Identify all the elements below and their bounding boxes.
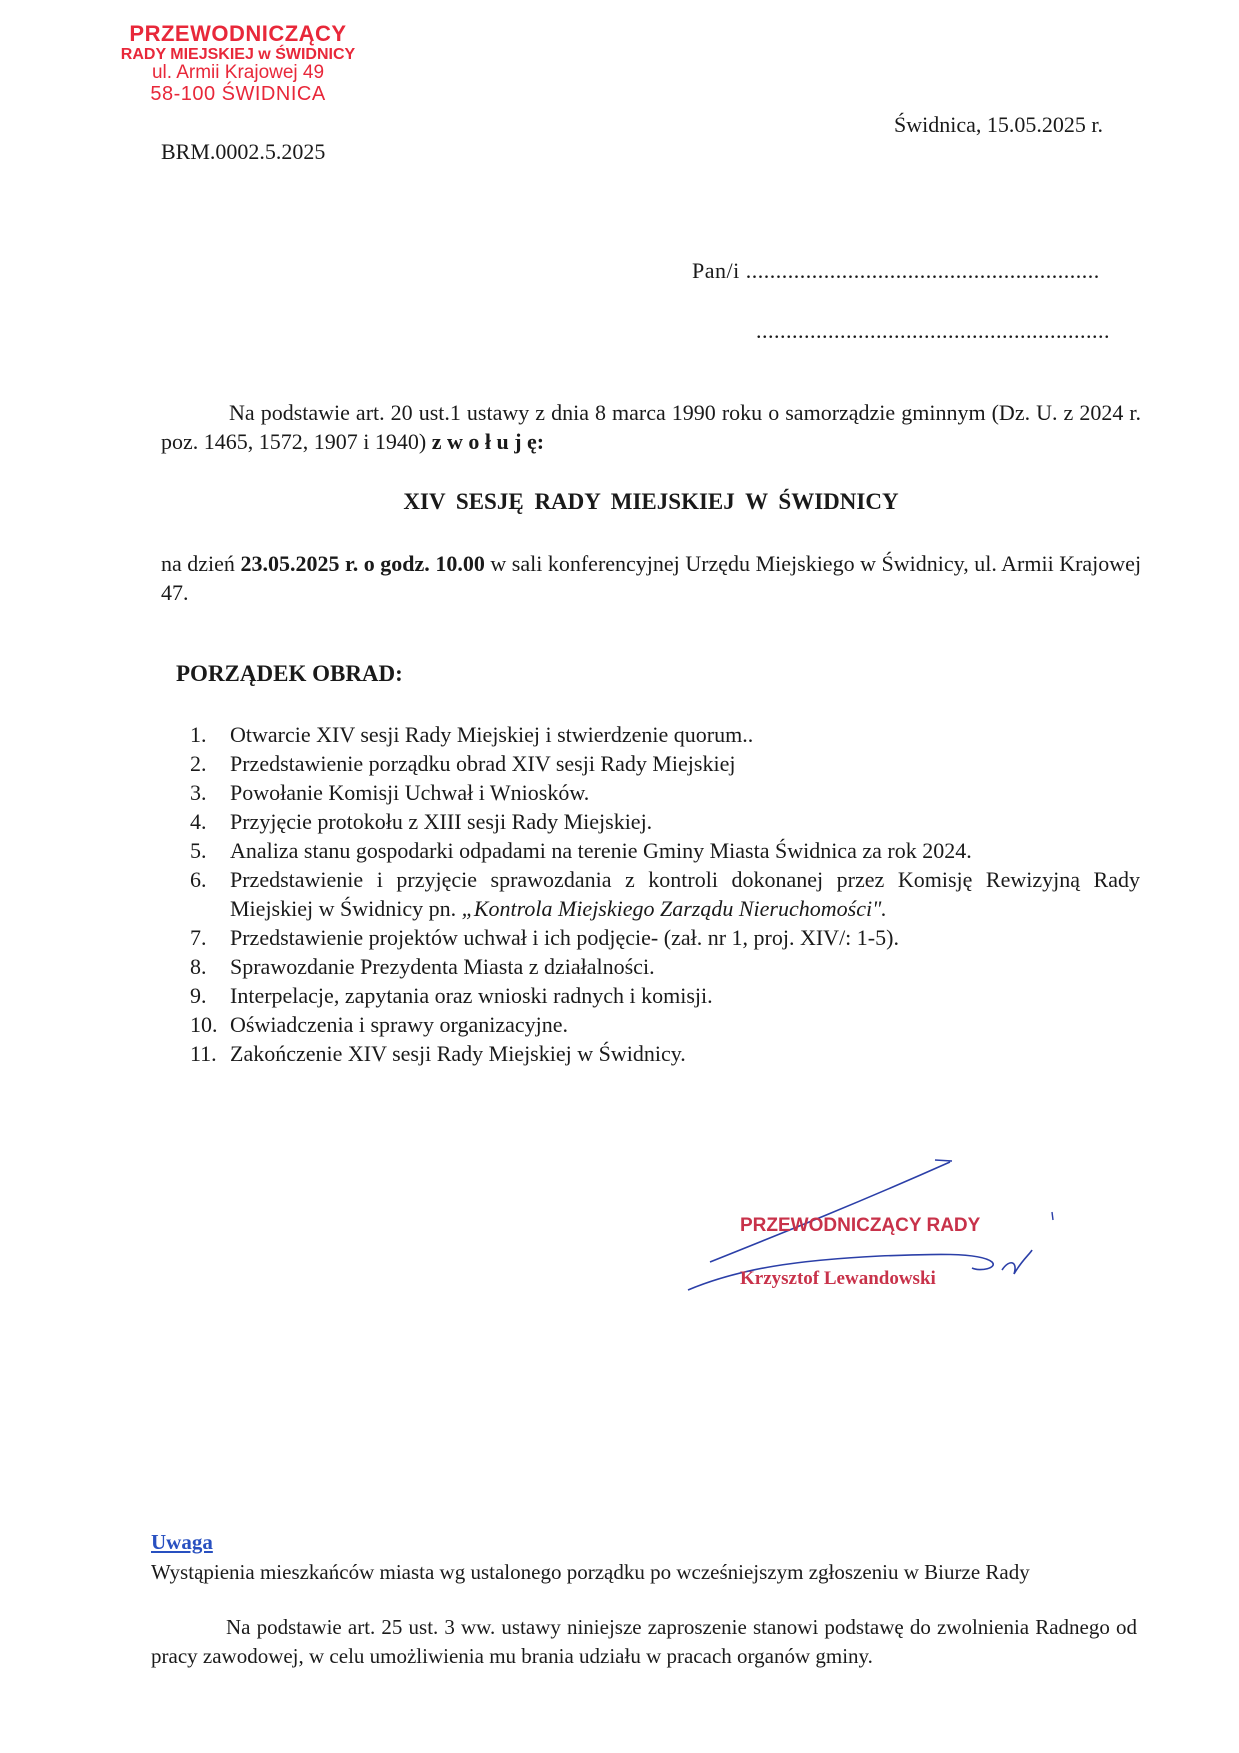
- place-and-date: Świdnica, 15.05.2025 r.: [894, 112, 1103, 137]
- agenda-item-text: Otwarcie XIV sesji Rady Miejskiej i stwierdzenie quorum..: [230, 722, 754, 747]
- agenda-item: [190, 1039, 1140, 1068]
- intro-paragraph: [161, 398, 1141, 456]
- signature-title: PRZEWODNICZĄCY RADY: [740, 1215, 981, 1236]
- stamp-line-2: RADY MIEJSKIEJ w ŚWIDNICY: [120, 45, 356, 63]
- agenda-item-text: Interpelacje, zapytania oraz wnioski radnych i komisji.: [230, 983, 713, 1008]
- signature-name: Krzysztof Lewandowski: [740, 1268, 936, 1289]
- closing-paragraph: Na podstawie art. 25 ust. 3 ww. ustawy niniejsze zaproszenie stanowi podstawę do zwolnienia Radnego od pracy zawodowej, w celu umożliwienia mu brania udziału w pracach organów gminy.: [151, 1615, 1137, 1668]
- agenda-item-number: 11.: [190, 1041, 217, 1066]
- agenda-item-number: 5.: [190, 838, 207, 863]
- agenda-item: [190, 865, 1140, 923]
- agenda-item-text: Przedstawienie porządku obrad XIV sesji Rady Miejskiej: [230, 751, 736, 776]
- agenda-item-number: 1.: [190, 722, 207, 747]
- note-text: Wystąpienia mieszkańców miasta wg ustalonego porządku po wcześniejszym zgłoszeniu w Biurze Rady: [151, 1560, 1030, 1584]
- session-title: XIV SESJĘ RADY MIEJSKIEJ W ŚWIDNICY: [403, 489, 899, 514]
- agenda-item-text: Przedstawienie i przyjęcie sprawozdania z kontroli dokonanej przez Komisję Rewizyjną Rady Miejskiej w Świdnicy pn.: [230, 867, 1140, 921]
- addressee-line-1: Pan/i ...........................................................: [692, 258, 1100, 283]
- agenda-item: [190, 720, 1140, 749]
- agenda-item: [190, 1010, 1140, 1039]
- agenda-item-text: Przedstawienie projektów uchwał i ich podjęcie- (zał. nr 1, proj. XIV/: 1-5).: [230, 925, 899, 950]
- stamp-line-3: ul. Armii Krajowej 49: [151, 62, 325, 84]
- note-heading: Uwaga: [151, 1530, 213, 1554]
- agenda-item-number: 4.: [190, 809, 207, 834]
- meeting-paragraph: [161, 549, 1141, 607]
- reference-number: BRM.0002.5.2025: [161, 139, 326, 164]
- intro-text: Na podstawie art. 20 ust.1 ustawy z dnia 8 marca 1990 roku o samorządzie gminnym (Dz. U. z 2024 r. poz. 1465, 1572, 1907 i 1940): [161, 400, 1141, 454]
- agenda-item-italic: „Kontrola Miejskiego Zarządu Nieruchomości".: [461, 896, 887, 921]
- stamp-line-1: PRZEWODNICZĄCY: [129, 21, 347, 46]
- intro-verb: z w o ł u j ę:: [431, 429, 545, 454]
- agenda-item-text: Analiza stanu gospodarki odpadami na terenie Gminy Miasta Świdnica za rok 2024.: [230, 838, 972, 863]
- agenda-item-number: 10.: [190, 1012, 218, 1037]
- meeting-time-label: o godz.: [363, 551, 430, 576]
- meeting-time: 10.00: [435, 551, 485, 576]
- agenda-item-text: Powołanie Komisji Uchwał i Wniosków.: [230, 780, 590, 805]
- agenda-title: PORZĄDEK OBRAD:: [176, 661, 403, 686]
- agenda-item-number: 3.: [190, 780, 207, 805]
- agenda-item: [190, 923, 1140, 952]
- meeting-prefix: na dzień: [161, 551, 235, 576]
- agenda-item-text: Oświadczenia i sprawy organizacyjne.: [230, 1012, 569, 1037]
- agenda-item-number: 9.: [190, 983, 207, 1008]
- agenda-item: [190, 836, 1140, 865]
- agenda-item: [190, 778, 1140, 807]
- signature-upper-stroke: [710, 1160, 952, 1262]
- stamp-line-4: 58-100 ŚWIDNICA: [150, 82, 326, 105]
- agenda-list: [190, 720, 1140, 1068]
- agenda-item: [190, 981, 1140, 1010]
- agenda-item: [190, 952, 1140, 981]
- agenda-item-number: 6.: [190, 867, 207, 892]
- agenda-item-text: Sprawozdanie Prezydenta Miasta z działalności.: [230, 954, 655, 979]
- header-stamp: [118, 22, 358, 105]
- signature-tick: [1052, 1212, 1053, 1220]
- agenda-item-number: 8.: [190, 954, 207, 979]
- agenda-item: [190, 807, 1140, 836]
- agenda-item: [190, 749, 1140, 778]
- agenda-item-text: Przyjęcie protokołu z XIII sesji Rady Miejskiej.: [230, 809, 653, 834]
- meeting-place: w sali konferencyjnej Urzędu Miejskiego w Świdnicy, ul. Armii Krajowej 47.: [161, 551, 1142, 605]
- meeting-date: 23.05.2025 r.: [240, 551, 359, 576]
- agenda-item-text-wrap: [230, 865, 1140, 923]
- agenda-item-number: 7.: [190, 925, 207, 950]
- addressee-line-2: ...........................................................: [756, 318, 1110, 343]
- agenda-item-text: Zakończenie XIV sesji Rady Miejskiej w Świdnicy.: [230, 1041, 686, 1066]
- agenda-item-number: 2.: [190, 751, 207, 776]
